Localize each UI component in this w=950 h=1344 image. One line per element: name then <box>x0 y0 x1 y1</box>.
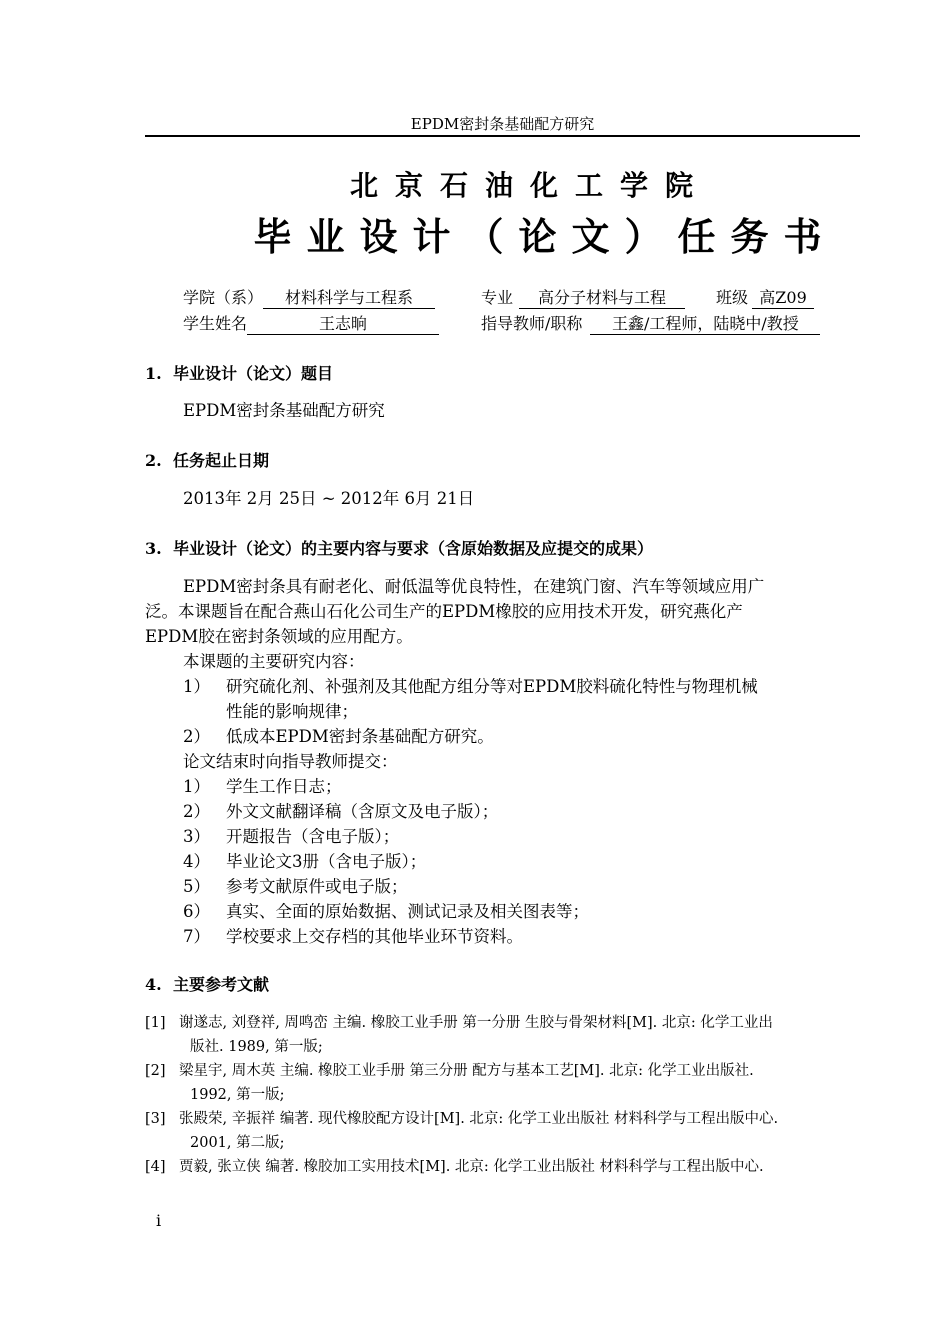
major-label: 专业 <box>481 288 514 307</box>
section-3-heading <box>145 538 653 560</box>
info-row-2 <box>183 313 439 335</box>
intro-line: EPDM密封条具有耐老化、耐低温等优良特性，在建筑门窗、汽车等领域应用广 <box>183 577 765 596</box>
item-number: 2） <box>183 802 210 821</box>
item-number: 6） <box>183 902 210 921</box>
item-text: 学生工作日志； <box>226 777 342 796</box>
section-1-heading <box>145 363 333 385</box>
reference-text: 张殿荣, 辛振祥 编著. 现代橡胶配方设计[M]. 北京: 化学工业出版社 材料科学与工程出版中心. <box>179 1111 779 1127</box>
item-number: 1） <box>183 677 210 696</box>
school-name: 北京石油化工学院 <box>349 169 710 202</box>
item-text: 参考文献原件或电子版； <box>226 877 408 896</box>
class-field <box>716 287 814 309</box>
reference-text-cont: 1992, 第一版; <box>190 1087 285 1103</box>
reference-number: [4] <box>145 1159 166 1175</box>
section-number: 4. <box>145 975 162 994</box>
student-value: 王志晌 <box>247 314 439 335</box>
section-title: 毕业设计（论文）的主要内容与要求（含原始数据及应提交的成果） <box>173 539 654 558</box>
intro-line: 泛。本课题旨在配合燕山石化公司生产的EPDM橡胶的应用技术开发，研究燕化产 <box>145 602 743 621</box>
item-number: 1） <box>183 777 210 796</box>
section-title: 主要参考文献 <box>173 975 270 994</box>
advisor-field <box>481 313 820 335</box>
reference-text: 贾毅, 张立侠 编著. 橡胶加工实用技术[M]. 北京: 化学工业出版社 材料科学与工程出版中心. <box>179 1159 764 1175</box>
item-number: 5） <box>183 877 210 896</box>
item-text: 低成本EPDM密封条基础配方研究。 <box>226 727 494 746</box>
college-value: 材料科学与工程系 <box>263 288 435 309</box>
research-heading: 本课题的主要研究内容： <box>183 652 365 671</box>
running-header: EPDM密封条基础配方研究 <box>410 115 595 133</box>
item-text: 开题报告（含电子版）； <box>226 827 400 846</box>
item-text: 研究硫化剂、补强剂及其他配方组分等对EPDM胶料硫化特性与物理机械 <box>226 677 758 696</box>
reference-text: 梁星宇, 周木英 主编. 橡胶工业手册 第三分册 配方与基本工艺[M]. 北京: 化学工业出版社. <box>179 1063 754 1079</box>
advisor-label: 指导教师/职称 <box>481 314 583 333</box>
item-number: 3） <box>183 827 210 846</box>
section-title: 毕业设计（论文）题目 <box>173 364 334 383</box>
reference-text-cont: 2001, 第二版; <box>190 1135 285 1151</box>
item-number: 7） <box>183 927 210 946</box>
reference-number: [3] <box>145 1111 166 1127</box>
section-number: 3. <box>145 539 162 558</box>
page-number: i <box>156 1211 162 1230</box>
reference-number: [2] <box>145 1063 166 1079</box>
item-text: 毕业论文3册（含电子版）； <box>226 852 427 871</box>
item-number: 4） <box>183 852 210 871</box>
document-title: 毕业设计（论文）任务书 <box>253 215 837 259</box>
major-value: 高分子材料与工程 <box>519 288 685 309</box>
submit-heading: 论文结束时向指导教师提交： <box>183 752 398 771</box>
item-text: 学校要求上交存档的其他毕业环节资料。 <box>226 927 523 946</box>
reference-text: 谢遂志, 刘登祥, 周鸣峦 主编. 橡胶工业手册 第一分册 生胶与骨架材料[M]. 北京: 化学工业出 <box>179 1015 773 1031</box>
task-dates: 2013年 2月 25日 ~ 2012年 6月 21日 <box>183 489 475 508</box>
item-text: 外文文献翻译稿（含原文及电子版）； <box>226 802 499 821</box>
thesis-topic: EPDM密封条基础配方研究 <box>183 401 385 420</box>
section-4-heading <box>145 974 269 996</box>
header-rule <box>145 135 860 137</box>
college-label: 学院（系） <box>183 288 264 307</box>
major-field <box>481 287 685 309</box>
section-title: 任务起止日期 <box>173 451 270 470</box>
info-row-1 <box>183 287 435 309</box>
intro-line: EPDM胶在密封条领域的应用配方。 <box>145 627 413 646</box>
advisor-value: 王鑫/工程师，陆晓中/教授 <box>590 314 820 335</box>
reference-text-cont: 版社. 1989, 第一版; <box>190 1039 323 1055</box>
item-text: 真实、全面的原始数据、测试记录及相关图表等； <box>226 902 589 921</box>
class-value: 高Z09 <box>752 288 814 309</box>
reference-number: [1] <box>145 1015 166 1031</box>
item-number: 2） <box>183 727 210 746</box>
item-text: 性能的影响规律； <box>226 702 358 721</box>
student-label: 学生姓名 <box>183 314 248 333</box>
class-label: 班级 <box>716 288 749 307</box>
section-number: 1. <box>145 364 162 383</box>
section-number: 2. <box>145 451 162 470</box>
section-2-heading <box>145 450 269 472</box>
